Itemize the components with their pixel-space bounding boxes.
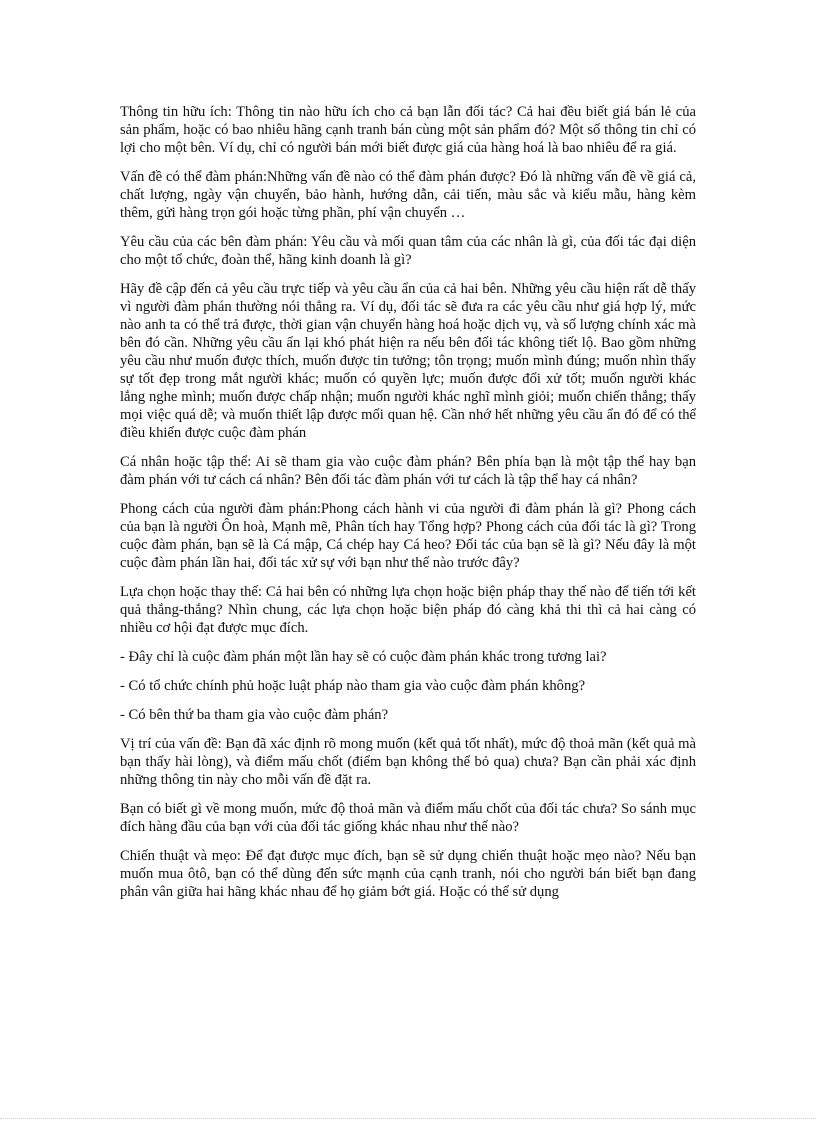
paragraph-useful-information: Thông tin hữu ích: Thông tin nào hữu ích cho cả bạn lẫn đối tác? Cả hai đều biết giá bán lẻ của sản phẩm, hoặc có bao nhiêu hãng cạnh tranh bán cùng một sản phẩm đó? Một số thông tin chỉ có lợi cho một bên. Ví dụ, chỉ có người bán mới biết được giá của hàng hoá là bao nhiêu để ra giá.: [120, 104, 696, 156]
page-bottom-divider: [0, 1118, 816, 1119]
paragraph-individual-or-group: Cá nhân hoặc tập thể: Ai sẽ tham gia vào cuộc đàm phán? Bên phía bạn là một tập thể hay bạn đàm phán với tư cách cá nhân? Bên đối tác đàm phán với tư cách là tập thể hay cá nhân?: [120, 454, 696, 488]
paragraph-negotiable-issues: Vấn đề có thể đàm phán:Những vấn đề nào có thể đàm phán được? Đó là những vấn đề về giá cả, chất lượng, ngày vận chuyển, bảo hành, hướng dẫn, cải tiến, màu sắc và kiểu mẫu, hàng kèm thêm, gửi hàng trọn gói hoặc từng phần, phí vận chuyển …: [120, 169, 696, 221]
list-item-third-party: - Có bên thứ ba tham gia vào cuộc đàm phán?: [120, 707, 389, 723]
document-body: [120, 103, 696, 912]
paragraph-parties-requirements: Yêu cầu của các bên đàm phán: Yêu cầu và mối quan tâm của các nhân là gì, của đối tác đại diện cho một tổ chức, đoàn thể, hãng kinh doanh là gì?: [120, 234, 696, 268]
paragraph-tactics-tips: Chiến thuật và mẹo: Để đạt được mục đích, bạn sẽ sử dụng chiến thuật hoặc mẹo nào? Nếu bạn muốn mua ôtô, bạn có thể dùng đến sức mạnh của cạnh tranh, nói cho người bán biết bạn đang phân vân giữa hai hãng khác nhau để họ giảm bớt giá. Hoặc có thể sử dụng: [120, 848, 696, 900]
list-item-one-time-negotiation: - Đây chỉ là cuộc đàm phán một lần hay sẽ có cuộc đàm phán khác trong tương lai?: [120, 649, 607, 665]
paragraph-options-alternatives: Lựa chọn hoặc thay thế: Cả hai bên có những lựa chọn hoặc biện pháp thay thế nào để tiến tới kết quả thắng-thắng? Nhìn chung, các lựa chọn hoặc biện pháp đó càng khả thi thì cả hai càng có nhiều cơ hội đạt được mục đích.: [120, 584, 696, 636]
paragraph-partner-expectations: Bạn có biết gì về mong muốn, mức độ thoả mãn và điểm mấu chốt của đối tác chưa? So sánh mục đích hàng đầu của bạn với của đối tác giống khác nhau như thế nào?: [120, 801, 696, 835]
paragraph-issue-position: Vị trí của vấn đề: Bạn đã xác định rõ mong muốn (kết quả tốt nhất), mức độ thoả mãn (kết quả mà bạn thấy hài lòng), và điểm mấu chốt (điểm bạn không thể bỏ qua) chưa? Bạn cần phải xác định những thông tin này cho mỗi vấn đề đặt ra.: [120, 736, 696, 788]
list-item-government-law: - Có tổ chức chính phủ hoặc luật pháp nào tham gia vào cuộc đàm phán không?: [120, 678, 586, 694]
paragraph-negotiator-style: Phong cách của người đàm phán:Phong cách hành vi của người đi đàm phán là gì? Phong cách của bạn là người Ôn hoà, Mạnh mẽ, Phân tích hay Tổng hợp? Phong cách của đối tác là gì? Trong cuộc đàm phán, bạn sẽ là Cá mập, Cá chép hay Cá heo? Đối tác của bạn sẽ là gì? Nếu đây là một cuộc đàm phán lần hai, đối tác xử sự với bạn như thế nào trước đây?: [120, 501, 696, 571]
paragraph-direct-hidden-requirements: Hãy đề cập đến cả yêu cầu trực tiếp và yêu cầu ẩn của cả hai bên. Những yêu cầu hiện rất dễ thấy vì người đàm phán thường nói thẳng ra. Ví dụ, đối tác sẽ đưa ra các yêu cầu như giá hợp lý, mức nào anh ta có thể trả được, thời gian vận chuyển hàng hoá hoặc dịch vụ, và số lượng chính xác mà bên đó cần. Những yêu cầu ẩn lại khó phát hiện ra nếu bên đối tác không tiết lộ. Bao gồm những yêu cầu như muốn được thích, muốn được tin tưởng; tôn trọng; muốn mình đúng; muốn nhìn thấy sự tốt đẹp trong mắt người khác; muốn có quyền lực; muốn được đối xử tốt; muốn người khác lắng nghe mình; muốn được chấp nhận; muốn người khác nghĩ mình giỏi; muốn chiến thắng; thấy mọi việc quá dễ; và muốn thiết lập được mối quan hệ. Cần nhớ hết những yêu cầu ẩn đó để có thể điều khiển được cuộc đàm phán: [120, 281, 696, 441]
